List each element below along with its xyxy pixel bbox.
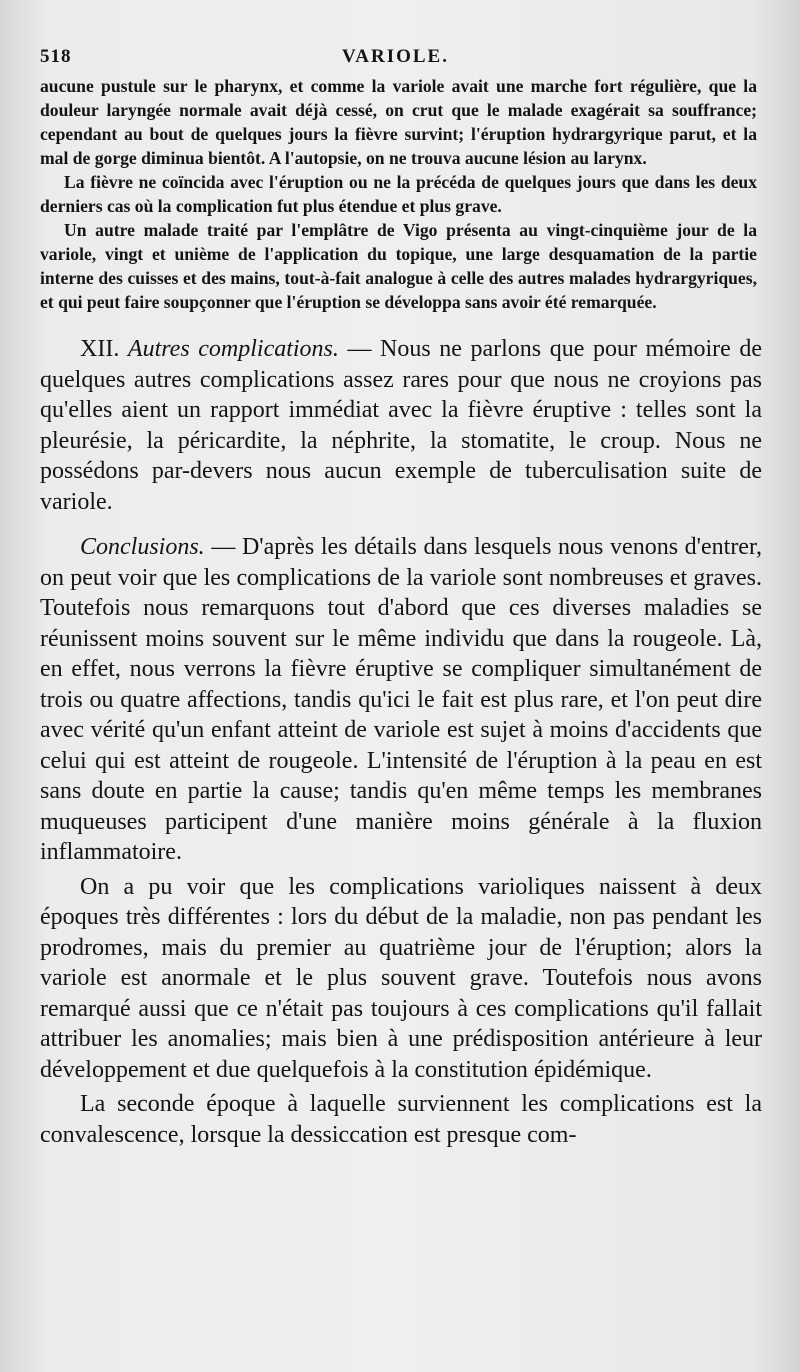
small-print-block (40, 74, 757, 314)
conclusions-title: Conclusions. (80, 534, 205, 560)
page-header (40, 40, 762, 74)
conclusions-text: — D'après les détails dans lesquels nous venons d'entrer, on peut voir que les complications de la variole sont nombreuses et graves. Toutefois nous remarquons tout d'abord que ces diverses maladies se réunissent moins souvent sur le même individu que dans la rougeole. Là, en effet, nous verrons la fièvre éruptive se compliquer simultanément de trois ou quatre affections, tandis qu'ici le fait est plus rare, et l'on peut dire avec vérité qu'un enfant atteint de variole est sujet à moins d'accidents que celui qui est atteint de rougeole. L'intensité de l'éruption à la peau en est sans doute en partie la cause; tandis qu'en même temps les membranes muqueuses participent d'une manière moins générale à la fluxion inflammatoire. (40, 534, 762, 865)
section-title: Autres complications. (127, 336, 339, 362)
running-title: VARIOLE. (342, 46, 449, 67)
paragraph-epochs: On a pu voir que les complications varioliques naissent à deux époques très différentes : lors du début de la maladie, non pas pendant les prodromes, mais du premier au quatrième jour de l'éruption; alors la variole est anormale et le plus souvent grave. Toutefois nous avons remarqué aussi que ce n'était pas toujours à ces complications qu'il fallait attribuer les anomalies; mais bien à une prédisposition antérieure à leur développement et due quelquefois à la constitution épidémique. (40, 873, 762, 1083)
paragraph-second-epoch: La seconde époque à laquelle surviennent les complications est la convalescence, lorsque la dessiccation est presque com- (40, 1091, 762, 1148)
section-number: XII. (80, 336, 120, 362)
page-number: 518 (40, 46, 72, 67)
paragraph-vigo: Un autre malade traité par l'emplâtre de Vigo présenta au vingt-cinquième jour de la variole, vingt et unième de l'application du topique, une large desquamation de la partie interne des cuisses et des mains, tout-à-fait analogue à celle des autres malades hydrargyriques, et qui peut faire soupçonner que l'éruption se développa sans avoir été remarquée. (40, 220, 757, 312)
paragraph-fever: La fièvre ne coïncida avec l'éruption ou ne la précéda de quelques jours que dans les deux derniers cas où la complication fut plus étendue et plus grave. (40, 172, 757, 216)
section-xii-paragraph (40, 334, 762, 517)
section-xii-text: — Nous ne parlons que pour mémoire de quelques autres complications assez rares pour que nous ne croyions pas qu'elles aient un rapport immédiat avec la fièvre éruptive : telles sont la pleurésie, la péricardite, la néphrite, la stomatite, le croup. Nous ne possédons par-devers nous aucun exemple de tuberculisation suite de variole. (40, 336, 763, 515)
conclusions-paragraph (40, 532, 762, 868)
main-text-block (40, 334, 762, 1150)
paragraph-continuation: aucune pustule sur le pharynx, et comme la variole avait une marche fort régulière, que la douleur laryngée normale avait déjà cessé, on crut que le malade exagérait sa souffrance; cependant au bout de quelques jours la fièvre survint; l'éruption hydrargyrique parut, et la mal de gorge diminua bientôt. A l'autopsie, on ne trouva aucune lésion au larynx. (40, 76, 757, 168)
